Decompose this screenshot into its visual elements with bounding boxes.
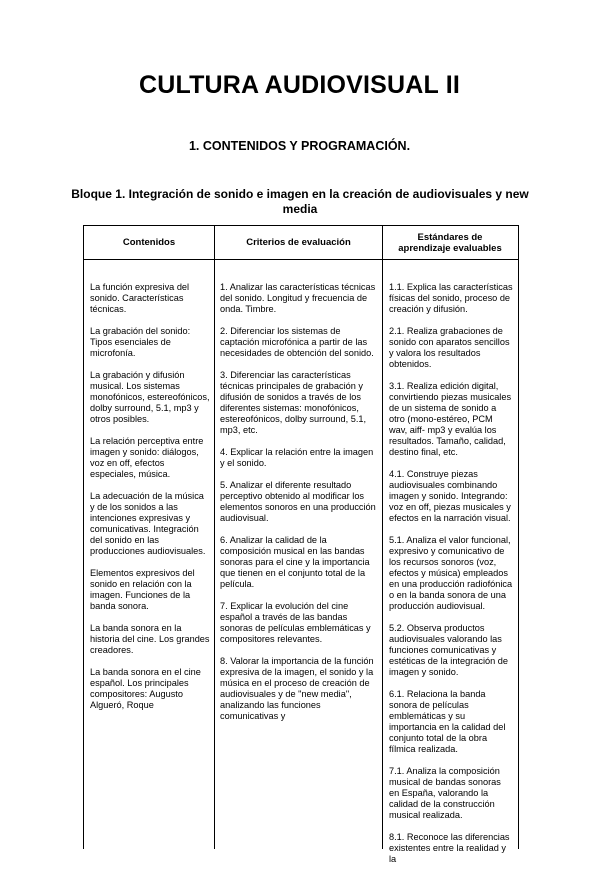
document-title: CULTURA AUDIOVISUAL II [138, 71, 461, 99]
estandar-item: 2.1. Realiza grabaciones de sonido con aparatos sencillos y valora los resultados obtenidos. [389, 326, 510, 369]
criterio-item: 2. Diferenciar los sistemas de captación microfónica a partir de las necesidades de obtención del sonido. [220, 326, 374, 358]
criterio-item: 6. Analizar la calidad de la composición musical en las bandas sonoras para el cine y la importancia que tienen en el conjunto total de la película. [220, 535, 370, 589]
criterio-item: 1. Analizar las características técnicas del sonido. Longitud y frecuencia de onda. Timbre. [220, 282, 376, 314]
estandar-item: 6.1. Relaciona la banda sonora de películas emblemáticas y su importancia en la calidad del conjunto total de la obra fílmica realizada. [389, 689, 506, 754]
contenido-item: Elementos expresivos del sonido en relación con la imagen. Funciones de la banda sonora. [90, 568, 195, 611]
contenido-item: La banda sonora en el cine español. Los principales compositores: Augusto Algueró, Roque [90, 667, 201, 710]
contenido-item: La grabación del sonido: Tipos esenciales de microfonía. [90, 326, 191, 358]
estandar-item: 4.1. Construye piezas audiovisuales combinando imagen y sonido. Integrando: voz en off, piezas musicales y efectos en la narración visual. [389, 469, 511, 523]
contenidos-column [90, 282, 211, 722]
contenido-item: La adecuación de la música y de los sonidos a las intenciones expresivas y comunicativas. Integración del sonido en las producciones audiovisuales. [90, 491, 206, 556]
contents-table [83, 225, 519, 864]
section-heading: 1. CONTENIDOS Y PROGRAMACIÓN. [188, 139, 411, 153]
header-contenidos: Contenidos [122, 237, 176, 248]
criterio-item: 3. Diferenciar las características técnicas principales de grabación y difusión de sonidos a través de los diferentes sistemas: monofónicos, estereofónicos, dolby surround, 5.1, mp3, etc. [220, 370, 367, 435]
contenido-item: La grabación y difusión musical. Los sistemas monofónicos, estereofónicos, dolby surround, 5.1, mp3 y otros posibles. [90, 370, 210, 424]
estandar-item: 5.1. Analiza el valor funcional, expresivo y comunicativo de los recursos sonoros (voz, efectos y música) empleados en una producción radiofónica o en la banda sonora de una producción audiovisual. [389, 535, 513, 611]
criterio-item: 8. Valorar la importancia de la función expresiva de la imagen, el sonido y la música en el proceso de creación de audiovisuales y de "new media", analizando las funciones comunicativas y [220, 656, 374, 721]
block-heading: Bloque 1. Integración de sonido e imagen en la creación de audiovisuales y new media [71, 187, 529, 216]
header-divider [84, 259, 518, 260]
criterios-column [220, 282, 378, 733]
column-divider [214, 226, 215, 849]
estandar-item: 1.1. Explica las características físicas del sonido, proceso de creación y difusión. [389, 282, 513, 314]
estandar-item: 3.1. Realiza edición digital, convirtiendo piezas musicales de un sistema de sonido a otro (mono-estéreo, PCM wav, aiff- mp3 y evalúa los resultados. Tamaño, calidad, destino final, etc. [389, 381, 512, 457]
estandares-column [389, 282, 513, 876]
estandar-item: 7.1. Analiza la composición musical de bandas sonoras en España, valorando la calidad de la construcción musical realizada. [389, 766, 501, 820]
contenido-item: La banda sonora en la historia del cine. Los grandes creadores. [90, 623, 210, 655]
contenido-item: La relación perceptiva entre imagen y sonido: diálogos, voz en off, efectos especiales, música. [90, 436, 204, 479]
header-criterios: Criterios de evaluación [246, 237, 351, 248]
estandar-item: 8.1. Reconoce las diferencias existentes entre la realidad y la [389, 832, 510, 864]
header-estandares: Estándares de aprendizaje evaluables [398, 231, 502, 254]
criterio-item: 5. Analizar el diferente resultado perceptivo obtenido al modificar los elementos sonoros en una producción audiovisual. [220, 480, 376, 523]
estandar-item: 5.2. Observa productos audiovisuales valorando las funciones comunicativas y estéticas de la integración de imagen y sonido. [389, 623, 509, 677]
criterio-item: 4. Explicar la relación entre la imagen y el sonido. [220, 447, 374, 468]
contenido-item: La función expresiva del sonido. Características técnicas. [90, 282, 190, 314]
criterio-item: 7. Explicar la evolución del cine español a través de las bandas sonoras de películas emblemáticas y compositores relevantes. [220, 601, 371, 644]
column-divider [382, 226, 383, 849]
